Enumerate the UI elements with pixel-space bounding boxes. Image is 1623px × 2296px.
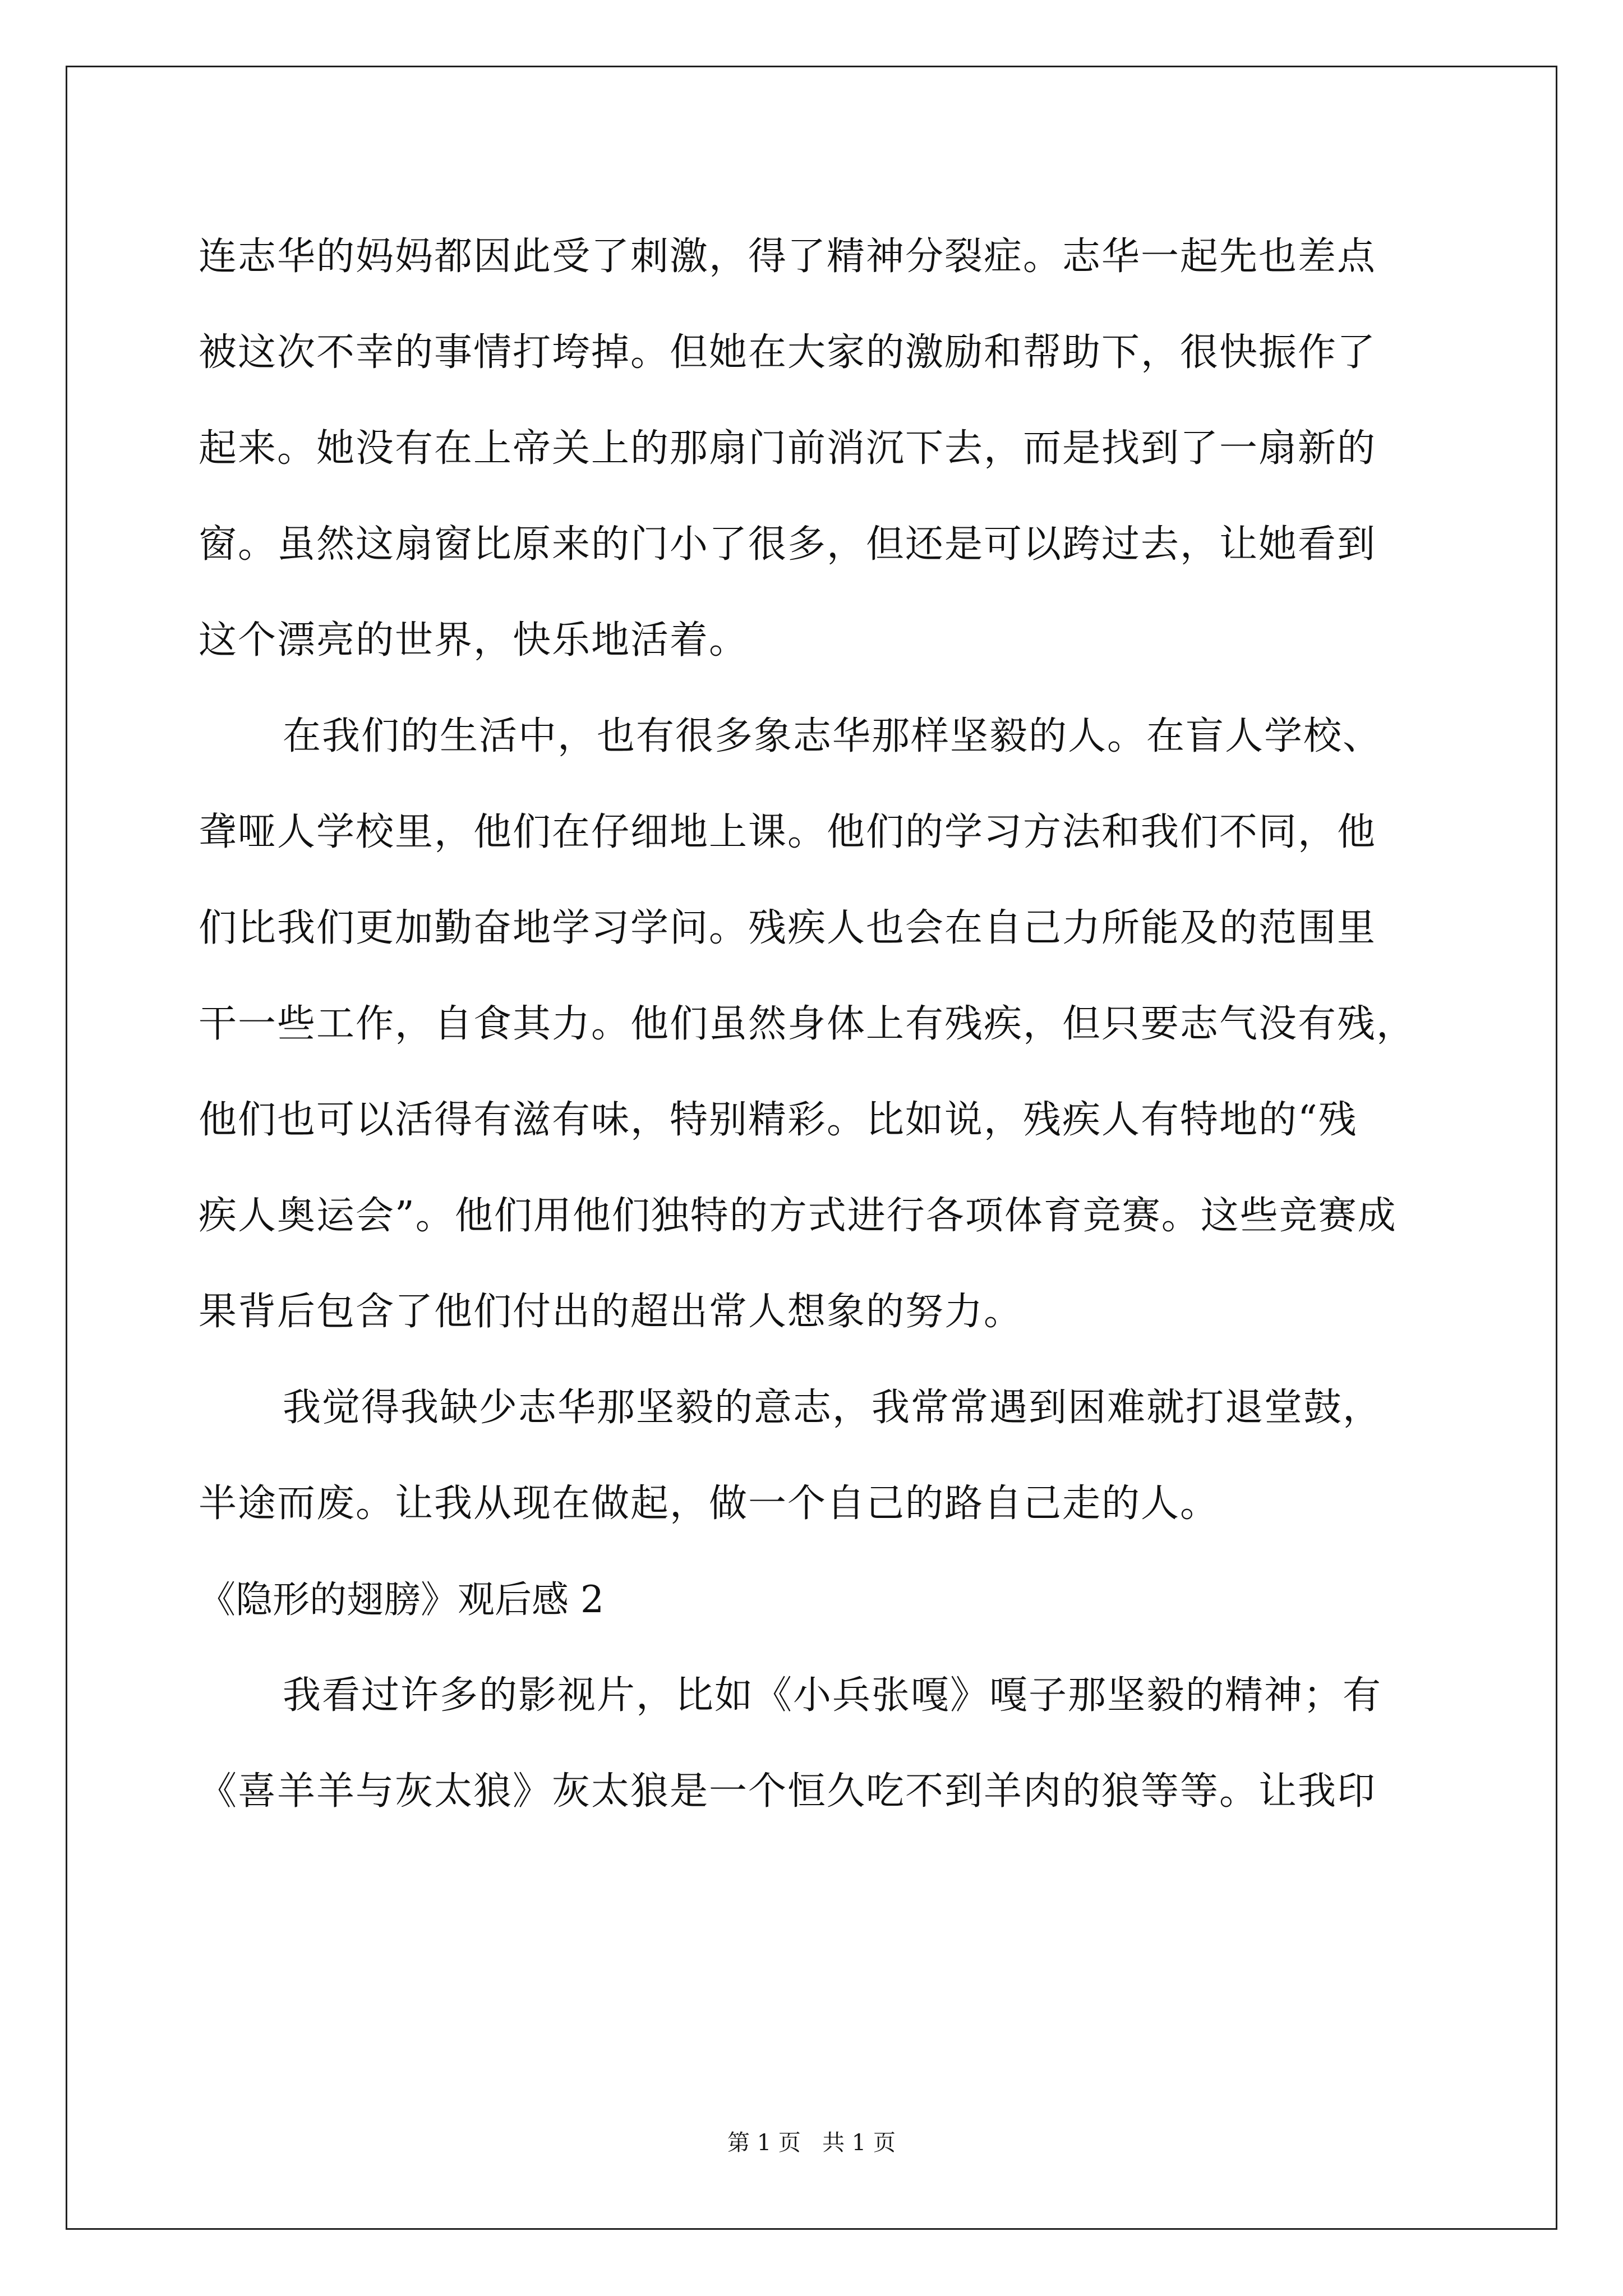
section-heading: 《隐形的翅膀》观后感 2 bbox=[199, 1578, 604, 1621]
text-line: 疾人奥运会”。他们用他们独特的方式进行各项体育竞赛。这些竞赛成 bbox=[199, 1194, 1397, 1238]
text-line: 果背后包含了他们付出的超出常人想象的努力。 bbox=[199, 1290, 1023, 1334]
text-line: 他们也可以活得有滋有味，特别精彩。比如说，残疾人有特地的“残 bbox=[199, 1098, 1358, 1142]
text-line: 我看过许多的影视片，比如《小兵张嘎》嘎子那坚毅的精神；有 bbox=[283, 1673, 1382, 1718]
text-line: 们比我们更加勤奋地学习学问。残疾人也会在自己力所能及的范围里 bbox=[199, 906, 1377, 950]
text-line: 我觉得我缺少志华那坚毅的意志，我常常遇到困难就打退堂鼓， bbox=[283, 1386, 1382, 1430]
text-line: 《喜羊羊与灰太狼》灰太狼是一个恒久吃不到羊肉的狼等等。让我印 bbox=[199, 1769, 1377, 1814]
text-line: 半途而废。让我从现在做起，做一个自己的路自己走的人。 bbox=[199, 1481, 1220, 1526]
text-line: 在我们的生活中，也有很多象志华那样坚毅的人。在盲人学校、 bbox=[283, 714, 1382, 758]
text-line: 被这次不幸的事情打垮掉。但她在大家的激励和帮助下，很快振作了 bbox=[199, 330, 1377, 375]
text-line: 窗。虽然这扇窗比原来的门小了很多，但还是可以跨过去，让她看到 bbox=[199, 522, 1377, 567]
text-line: 聋哑人学校里，他们在仔细地上课。他们的学习方法和我们不同，他 bbox=[199, 810, 1377, 854]
document-body bbox=[199, 209, 1438, 1839]
text-line: 这个漂亮的世界，快乐地活着。 bbox=[199, 618, 749, 662]
text-line: 起来。她没有在上帝关上的那扇门前消沉下去，而是找到了一扇新的 bbox=[199, 426, 1377, 471]
text-line: 连志华的妈妈都因此受了刺激，得了精神分裂症。志华一起先也差点 bbox=[199, 234, 1377, 279]
page-footer: 第 1 页 共 1 页 bbox=[727, 2130, 896, 2156]
text-line: 干一些工作，自食其力。他们虽然身体上有残疾，但只要志气没有残， bbox=[199, 1002, 1416, 1046]
